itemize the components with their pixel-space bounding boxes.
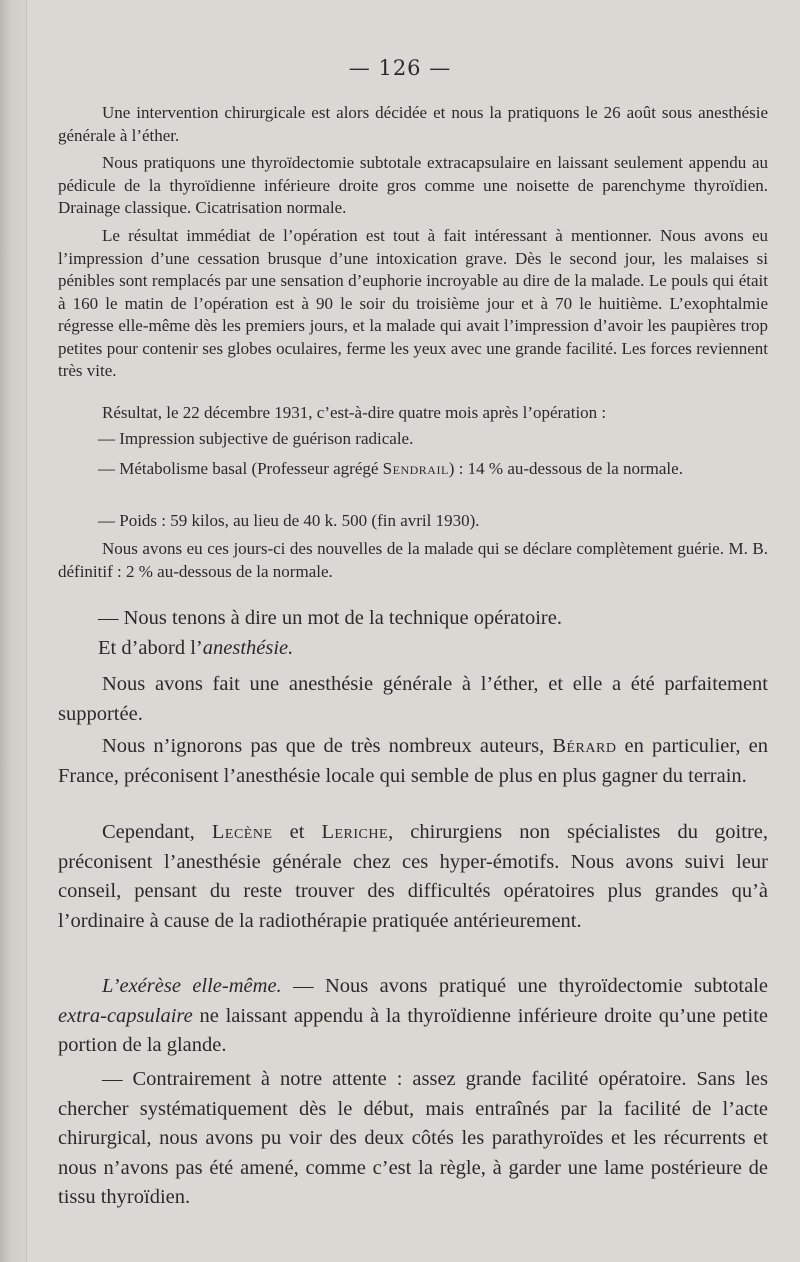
lecene-text-a: Cependant, [102, 821, 212, 843]
list-item-metabolisme [58, 458, 768, 481]
paragraph-contrairement: — Contrairement à notre attente : assez grande facilité opératoire. Sans les chercher systématiquement dès le début, mais entraînés par la facilité de l’acte chirurgical, nous avons pu voir des deux côtés les parathyroïdes et les récurrents et nous n’avons pas été amené, comme c’est la règle, à garder une lame postérieure de tissu thyroïdien. [58, 1068, 768, 1208]
lecene-text-mid: et [272, 821, 322, 843]
paragraph-intervention: Une intervention chirurgicale est alors décidée et nous la pratiquons le 26 août sous anesthésie générale à l’éther. [58, 103, 768, 145]
paragraph-lecene-leriche [58, 818, 768, 936]
exerese-italic-title: L’exérèse elle-même. [102, 975, 282, 997]
berard-text-b: en particulier, en France, préconisent l’anesthésie locale qui semble de plus en plus gagner du terrain. [58, 735, 768, 787]
paragraph-technique: — Nous tenons à dire un mot de la technique opératoire. [98, 607, 562, 629]
paragraph-berard [58, 732, 768, 791]
list-item-impression: — Impression subjective de guérison radicale. [98, 429, 414, 448]
binding-edge [0, 0, 27, 1262]
author-name-leriche: Leriche [321, 821, 389, 843]
exerese-text-b: ne laissant appendu à la thyroïdienne inférieure droite qu’une petite portion de la glande. [58, 1004, 768, 1056]
metabolisme-text-a: — Métabolisme basal (Professeur agrégé [98, 459, 383, 478]
author-name-sendrail: Sendrail [382, 459, 449, 478]
paragraph-nouvelles: Nous avons eu ces jours-ci des nouvelles de la malade qui se déclare complètement guérie. M. B. définitif : 2 % au-dessous de la normale. [58, 539, 768, 581]
paragraph-anesthesie-ether: Nous avons fait une anesthésie générale à l’éther, et elle a été parfaitement supportée. [58, 673, 768, 725]
anesthesie-italic: anesthésie. [202, 637, 294, 659]
page-number: — 126 — [348, 56, 452, 80]
author-name-lecene: Lecène [211, 821, 273, 843]
paragraph-resultat-date: Résultat, le 22 décembre 1931, c’est-à-dire quatre mois après l’opération : [102, 403, 607, 422]
list-item-poids: — Poids : 59 kilos, au lieu de 40 k. 500 (fin avril 1930). [98, 511, 480, 530]
author-name-berard: Bérard [552, 735, 617, 757]
paragraph-exerese [58, 972, 768, 1061]
exerese-text-a: — Nous avons pratiqué une thyroïdectomie subtotale [281, 975, 768, 997]
anesthesie-text-a: Et d’abord l’ [98, 637, 203, 659]
exerese-italic-extracapsulaire: extra-capsulaire [58, 1004, 193, 1027]
paragraph-anesthesie-heading [58, 634, 768, 664]
berard-text-a: Nous n’ignorons pas que de très nombreux auteurs, [102, 735, 553, 757]
paragraph-thyroidectomie: Nous pratiquons une thyroïdectomie subtotale extracapsulaire en laissant seulement appendu au pédicule de la thyroïdienne inférieure droite gros comme une noisette de parenchyme thyroïdien. Drainage classique. Cicatrisation normale. [58, 153, 768, 217]
metabolisme-text-b: ) : 14 % au-dessous de la normale. [448, 459, 683, 478]
paragraph-resultat-immediat: Le résultat immédiat de l’opération est tout à fait intéressant à mentionner. Nous avons eu l’impression d’une cessation brusque d’une intoxication grave. Dès le second jour, les malaises si pénibles sont remplacés par une sensation d’euphorie incroyable au dire de la malade. Le pouls qui était à 160 le matin de l’opération est à 90 le soir du troisième jour et à 70 le huitième. L’exophtalmie régresse elle-même dès les premiers jours, et la malade qui avait l’impression d’avoir les paupières trop petites pour contenir ses globes oculaires, ferme les yeux avec une grande facilité. Les forces reviennent très vite. [58, 226, 768, 380]
lecene-text-b: , chirurgiens non spécialistes du goitre, préconisent l’anesthésie générale chez ces hyper-émotifs. Nous avons suivi leur conseil, pensant du reste trouver des difficultés opératoires plus grandes qu’à l’ordinaire à cause de la radiothérapie pratiquée antérieurement. [58, 821, 768, 932]
